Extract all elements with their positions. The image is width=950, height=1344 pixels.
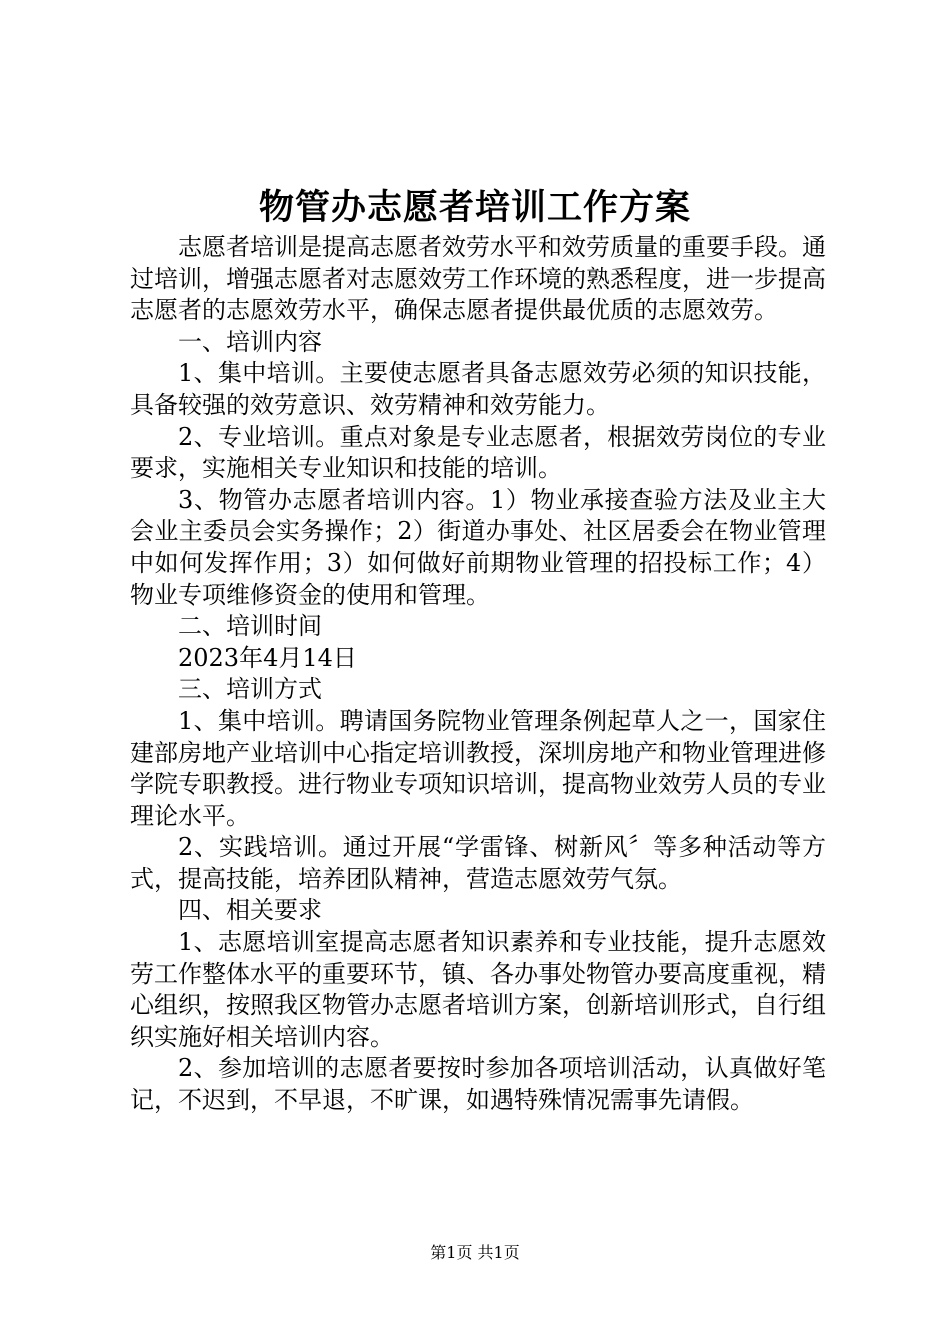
method-item-1: 1、集中培训。聘请国务院物业管理条例起草人之一，国家住建部房地产业培训中心指定培训教授，深圳房地产和物业管理进修学院专职教授。进行物业专项知识培训，提高物业效劳人员的专业理论水平。 bbox=[130, 706, 826, 830]
section-heading-method: 三、培训方式 bbox=[178, 675, 322, 704]
document-body bbox=[130, 232, 826, 1117]
document-title: 物管办志愿者培训工作方案 bbox=[258, 187, 691, 228]
content-item-2: 2、专业培训。重点对象是专业志愿者，根据效劳岗位的专业要求，实施相关专业知识和技能的培训。 bbox=[130, 422, 826, 483]
training-date: 2023年4月14日 bbox=[178, 643, 357, 672]
intro-paragraph: 志愿者培训是提高志愿者效劳水平和效劳质量的重要手段。通过培训，增强志愿者对志愿效劳工作环境的熟悉程度，进一步提高志愿者的志愿效劳水平，确保志愿者提供最优质的志愿效劳。 bbox=[130, 233, 826, 325]
requirement-item-2: 2、参加培训的志愿者要按时参加各项培训活动，认真做好笔记，不迟到，不早退，不旷课，如遇特殊情况需事先请假。 bbox=[130, 1054, 826, 1115]
page-footer: 第1页 共1页 bbox=[430, 1243, 520, 1262]
section-heading-requirements: 四、相关要求 bbox=[178, 896, 322, 925]
content-item-1: 1、集中培训。主要使志愿者具备志愿效劳必须的知识技能，具备较强的效劳意识、效劳精神和效劳能力。 bbox=[130, 359, 826, 419]
method-item-2: 2、实践培训。通过开展“学雷锋、树新风〞等多种活动等方式，提高技能，培养团队精神，营造志愿效劳气氛。 bbox=[130, 833, 826, 893]
content-item-3: 3、物管办志愿者培训内容。1）物业承接查验方法及业主大会业主委员会实务操作；2）街道办事处、社区居委会在物业管理中如何发挥作用；3）如何做好前期物业管理的招投标工作；4）物业专项维修资金的使用和管理。 bbox=[130, 485, 826, 609]
section-heading-time: 二、培训时间 bbox=[178, 612, 322, 641]
section-heading-content: 一、培训内容 bbox=[178, 327, 322, 356]
requirement-item-1: 1、志愿培训室提高志愿者知识素养和专业技能，提升志愿效劳工作整体水平的重要环节，镇、各办事处物管办要高度重视，精心组织，按照我区物管办志愿者培训方案，创新培训形式，自行组织实施好相关培训内容。 bbox=[130, 928, 826, 1051]
